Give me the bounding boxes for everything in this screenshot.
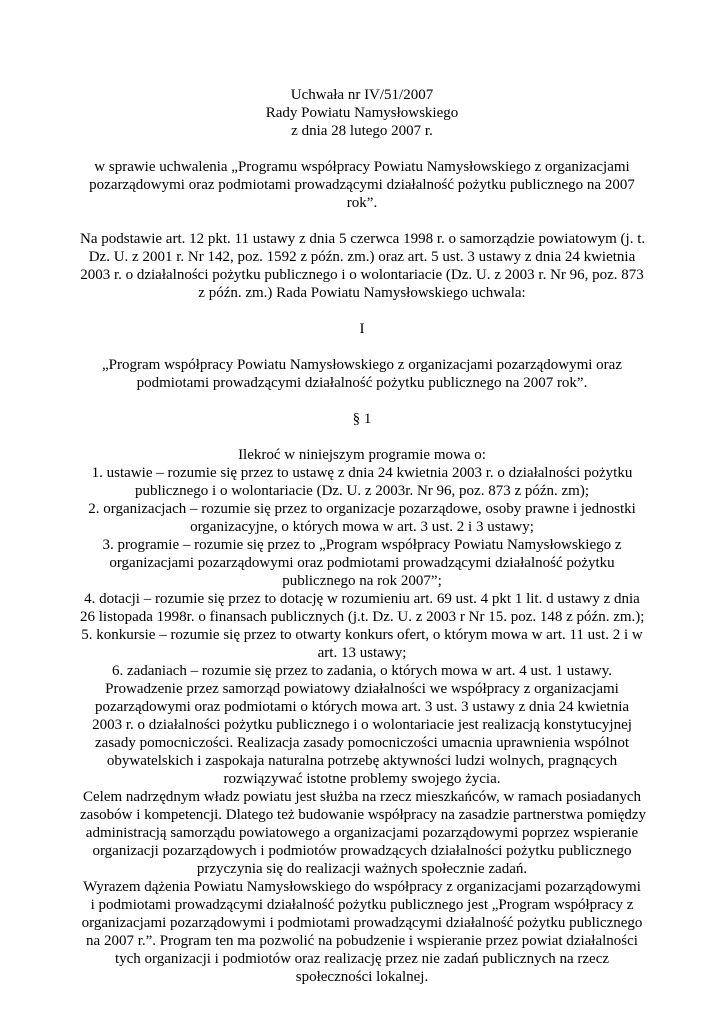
- resolution-header: [80, 86, 644, 140]
- subject-line: rok”.: [346, 195, 378, 211]
- subject-line: w sprawie uchwalenia „Programu współpracy Powiatu Namysłowskiego z organizacjami: [94, 159, 630, 175]
- body-line: 26 listopada 1998r. o finansach publicznych (j.t. Dz. U. z 2003 r Nr 15. poz. 148 z późn. zm.);: [80, 609, 645, 625]
- body-line: 2003 r. o działalności pożytku publicznego i o wolontariacie jest realizacją konstytucyjnej: [92, 717, 632, 733]
- legal-basis: [80, 230, 644, 302]
- program-title: [80, 356, 644, 392]
- body-line: administracją samorządu powiatowego a organizacjami pozarządowymi poprzez wspieranie: [85, 825, 639, 841]
- body-line: przyczynia się do realizacji ważnych społecznie zadań.: [196, 861, 528, 877]
- resolution-date: z dnia 28 lutego 2007 r.: [291, 123, 433, 139]
- body-line: Wyrazem dążenia Powiatu Namysłowskiego do współpracy z organizacjami pozarządowymi: [83, 879, 641, 895]
- body-line: 2. organizacjach – rozumie się przez to organizacje pozarządowe, osoby prawne i jednostki: [88, 501, 636, 517]
- body-line: Ilekroć w niniejszym programie mowa o:: [238, 447, 486, 463]
- body-line: zasady pomocniczości. Realizacja zasady pomocniczości umacnia uprawnienia wspólnot: [95, 735, 629, 751]
- basis-line: z późn. zm.) Rada Powiatu Namysłowskiego uchwala:: [198, 285, 526, 301]
- paragraph-body: [80, 446, 647, 986]
- body-line: rozwiązywać istotne problemy swojego życia.: [223, 771, 501, 787]
- paragraph-mark: § 1: [352, 411, 372, 427]
- body-line: art. 13 ustawy;: [317, 645, 407, 661]
- spacer: [80, 338, 644, 356]
- body-line: organizacjami pozarządowymi i podmiotami prowadzącymi działalność pożytku publicznego: [81, 915, 643, 931]
- body-line: na 2007 r.”. Program ten ma pozwolić na pobudzenie i wspieranie przez powiat działalności: [86, 933, 638, 949]
- spacer: [80, 212, 644, 230]
- body-line: 3. programie – rozumie się przez to „Program współpracy Powiatu Namysłowskiego z: [102, 537, 622, 553]
- body-line: zasobów i kompetencji. Dlatego też budowanie współpracy na zasadzie partnerstwa pomiędzy: [80, 807, 647, 823]
- body-line: Celem nadrzędnym władz powiatu jest służba na rzecz mieszkańców, w ramach posiadanych: [83, 789, 641, 805]
- basis-line: Na podstawie art. 12 pkt. 11 ustawy z dnia 5 czerwca 1998 r. o samorządzie powiatowym (j. t.: [80, 231, 646, 247]
- program-title-line: podmiotami prowadzącymi działalność pożytku publicznego na 2007 rok”.: [136, 375, 588, 391]
- spacer: [80, 140, 644, 158]
- program-title-line: „Program współpracy Powiatu Namysłowskiego z organizacjami pozarządowymi oraz: [102, 357, 622, 373]
- body-line: 4. dotacji – rozumie się przez to dotację w rozumieniu art. 69 ust. 4 pkt 1 lit. d ustawy z dnia: [84, 591, 640, 607]
- body-line: społeczności lokalnej.: [295, 969, 429, 985]
- resolution-subject: [80, 158, 644, 212]
- body-line: organizacyjne, o których mowa w art. 3 ust. 2 i 3 ustawy;: [190, 519, 534, 535]
- subject-line: pozarządowymi oraz podmiotami prowadzącymi działalność pożytku publicznego na 2007: [89, 177, 635, 193]
- body-line: pozarządowymi oraz podmiotami o których mowa art. 3 ust. 3 ustawy z dnia 24 kwietnia: [94, 699, 630, 715]
- body-line: publicznego na rok 2007”;: [282, 573, 442, 589]
- body-line: organizacji pozarządowych i podmiotów prowadzących działalności pożytku publicznego: [92, 843, 632, 859]
- body-line: organizacjami pozarządowymi oraz podmiotami prowadzącymi działalność pożytku: [109, 555, 615, 571]
- body-line: i podmiotami prowadzącymi działalność pożytku publicznego jest „Program współpracy z: [90, 897, 634, 913]
- body-line: obywatelskich i zaspokaja naturalna potrzebę aktywności ludzi wolnych, pragnących: [106, 753, 618, 769]
- basis-line: 2003 r. o działalności pożytku publicznego i o wolontariacie (Dz. U. z 2003 r. Nr 96, poz. 873: [80, 267, 644, 283]
- spacer: [80, 302, 644, 320]
- issuing-council: Rady Powiatu Namysłowskiego: [265, 105, 459, 121]
- body-line: tych organizacji i podmiotów oraz realizację przez nie zadań publicznych na rzecz: [114, 951, 610, 967]
- spacer: [80, 392, 644, 410]
- document-page: [80, 86, 647, 986]
- section-numeral: I: [359, 321, 365, 337]
- resolution-number: Uchwała nr IV/51/2007: [290, 87, 434, 103]
- spacer: [80, 428, 644, 446]
- body-line: 6. zadaniach – rozumie się przez to zadania, o których mowa w art. 4 ust. 1 ustawy.: [111, 663, 613, 679]
- body-line: Prowadzenie przez samorząd powiatowy działalności we współpracy z organizacjami: [105, 681, 619, 697]
- body-line: 5. konkursie – rozumie się przez to otwarty konkurs ofert, o którym mowa w art. 11 ust. 2 i w: [81, 627, 643, 643]
- body-line: publicznego i o wolontariacie (Dz. U. z 2003r. Nr 96, poz. 873 z późn. zm);: [134, 483, 590, 499]
- basis-line: Dz. U. z 2001 r. Nr 142, poz. 1592 z późn. zm.) oraz art. 5 ust. 3 ustawy z dnia 24 kwietnia: [88, 249, 636, 265]
- body-line: 1. ustawie – rozumie się przez to ustawę z dnia 24 kwietnia 2003 r. o działalności pożytku: [91, 465, 633, 481]
